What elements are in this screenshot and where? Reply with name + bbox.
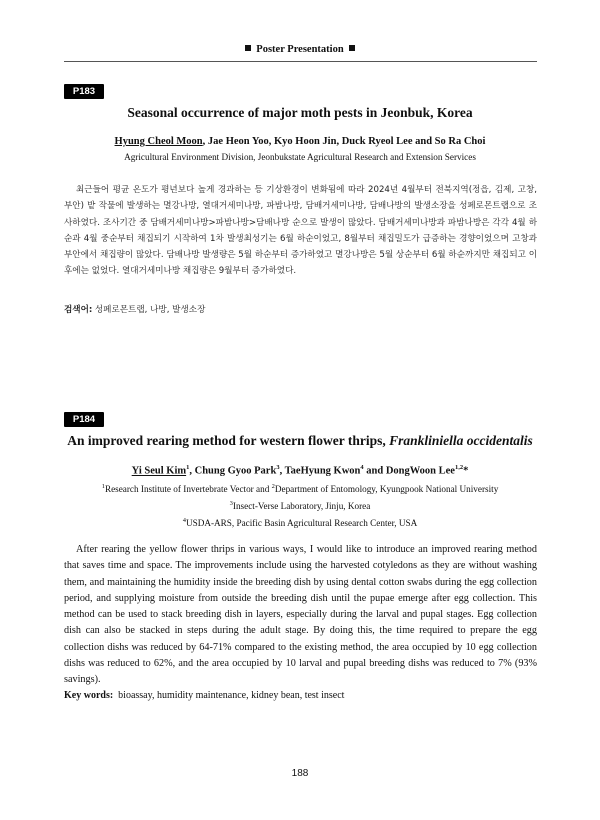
poster-keywords (64, 303, 537, 315)
keywords-label: 검색어: (64, 305, 93, 315)
page-number: 188 (291, 768, 309, 779)
presenter-name: Yi Seul Kim (131, 465, 187, 477)
keywords-text: bioassay, humidity maintenance, kidney bean, test insect (118, 690, 345, 701)
presenter-name: Hyung Cheol Moon (114, 136, 203, 147)
poster-title: Seasonal occurrence of major moth pests in Jeonbuk, Korea (127, 105, 473, 120)
coauthor-names: , Jae Heon Yoo, Kyo Hoon Jin, Duck Ryeol Lee and So Ra Choi (202, 136, 486, 147)
header-rule (64, 61, 537, 62)
poster-authors (40, 136, 560, 147)
abstract-text: 최근들어 평균 온도가 평년보다 높게 경과하는 등 기상환경이 변화됨에 따라 2024년 4월부터 전북지역(정읍, 김제, 고창, 부안) 밭 작물에 발생하는 멸강나방, 열대거세미나방, 파밤나방, 담배거세미나방, 담배나방의 발생소장을 성페로몬트랩으로 조사하였다. 조사기간 중 담배거세미나방>파밤나방>담배나방 순으로 발생이 많았다. 담배거세미나방과 파밤나방은 각각 4월 하순과 4월 중순부터 채집되기 시작하여 1차 발생최성기는 6월 하순이었고, 8월부터 채집밀도가 급증하는 경향이었으며 고창과 부안에서 채집량이 많았다. 담배나방 발생량은 5월 하순부터 증가하였고 멸강나방은 5월 상순부터 6월 하순까지만 채집되고 이후에는 없었다. 열대거세미나방 채집량은 9월부터 증가하였다. (64, 185, 537, 277)
affiliation-line: $^3$Insect-Verse Laboratory, Jinju, Korea (229, 499, 371, 511)
title-main: An improved rearing method for western flower thrips, (67, 433, 390, 448)
poster-id-badge: P183 (64, 84, 104, 99)
poster-abstract (64, 542, 537, 689)
keywords-text: 성페로몬트랩, 나방, 발생소장 (94, 305, 206, 315)
poster-affiliation (40, 480, 560, 531)
poster-title (20, 433, 580, 449)
poster-affiliation: Agricultural Environment Division, Jeonbukstate Agricultural Research and Extension Services (124, 152, 476, 162)
poster-abstract (64, 182, 537, 280)
poster-id-badge: P184 (64, 412, 104, 427)
keywords-label: Key words: (64, 690, 114, 701)
header-text: Poster Presentation (256, 44, 344, 55)
title-species: Frankliniella occidentalis (389, 433, 533, 448)
abstract-text: After rearing the yellow flower thrips in various ways, I would like to introduce an improved rearing method that saves time and space. The improvements include using the harvested cotyledons as they are without washing them, and maintaining the humidity inside the breeding dish by using dental cotton swabs during the egg collection period, and supplying moisture from outside the breeding dish until the pupae emerge after egg collection. This method can be used to stack breeding dish in layers, especially during the larval and pupal stages. Egg collection dish can also be stacked in steps during the adult stage. By doing this, the time required to prepare the egg collection dishs was reduced by 64-71% compared to the existing method, the area occupied by 10 egg collection dishs was reduced to 62%, and the area occupied by 10 larval and pupal breeding dishs was reduced to 7% (93% savings). (64, 544, 537, 686)
poster-keywords (64, 690, 537, 701)
poster-authors: Yi Seul Kim$^1$, Chung Gyoo Park$^3$, TaeHyung Kwon$^4$ and DongWoon Lee$^{1,2}$* (131, 464, 469, 477)
square-bullet-icon (245, 45, 251, 51)
square-bullet-icon (349, 45, 355, 51)
affiliation-line: $^4$USDA-ARS, Pacific Basin Agricultural Research Center, USA (182, 516, 418, 528)
affiliation-line: $^1$Research Institute of Invertebrate Vector and $^2$Department of Entomology, Kyungpook National University (101, 483, 499, 495)
running-header (0, 44, 600, 55)
